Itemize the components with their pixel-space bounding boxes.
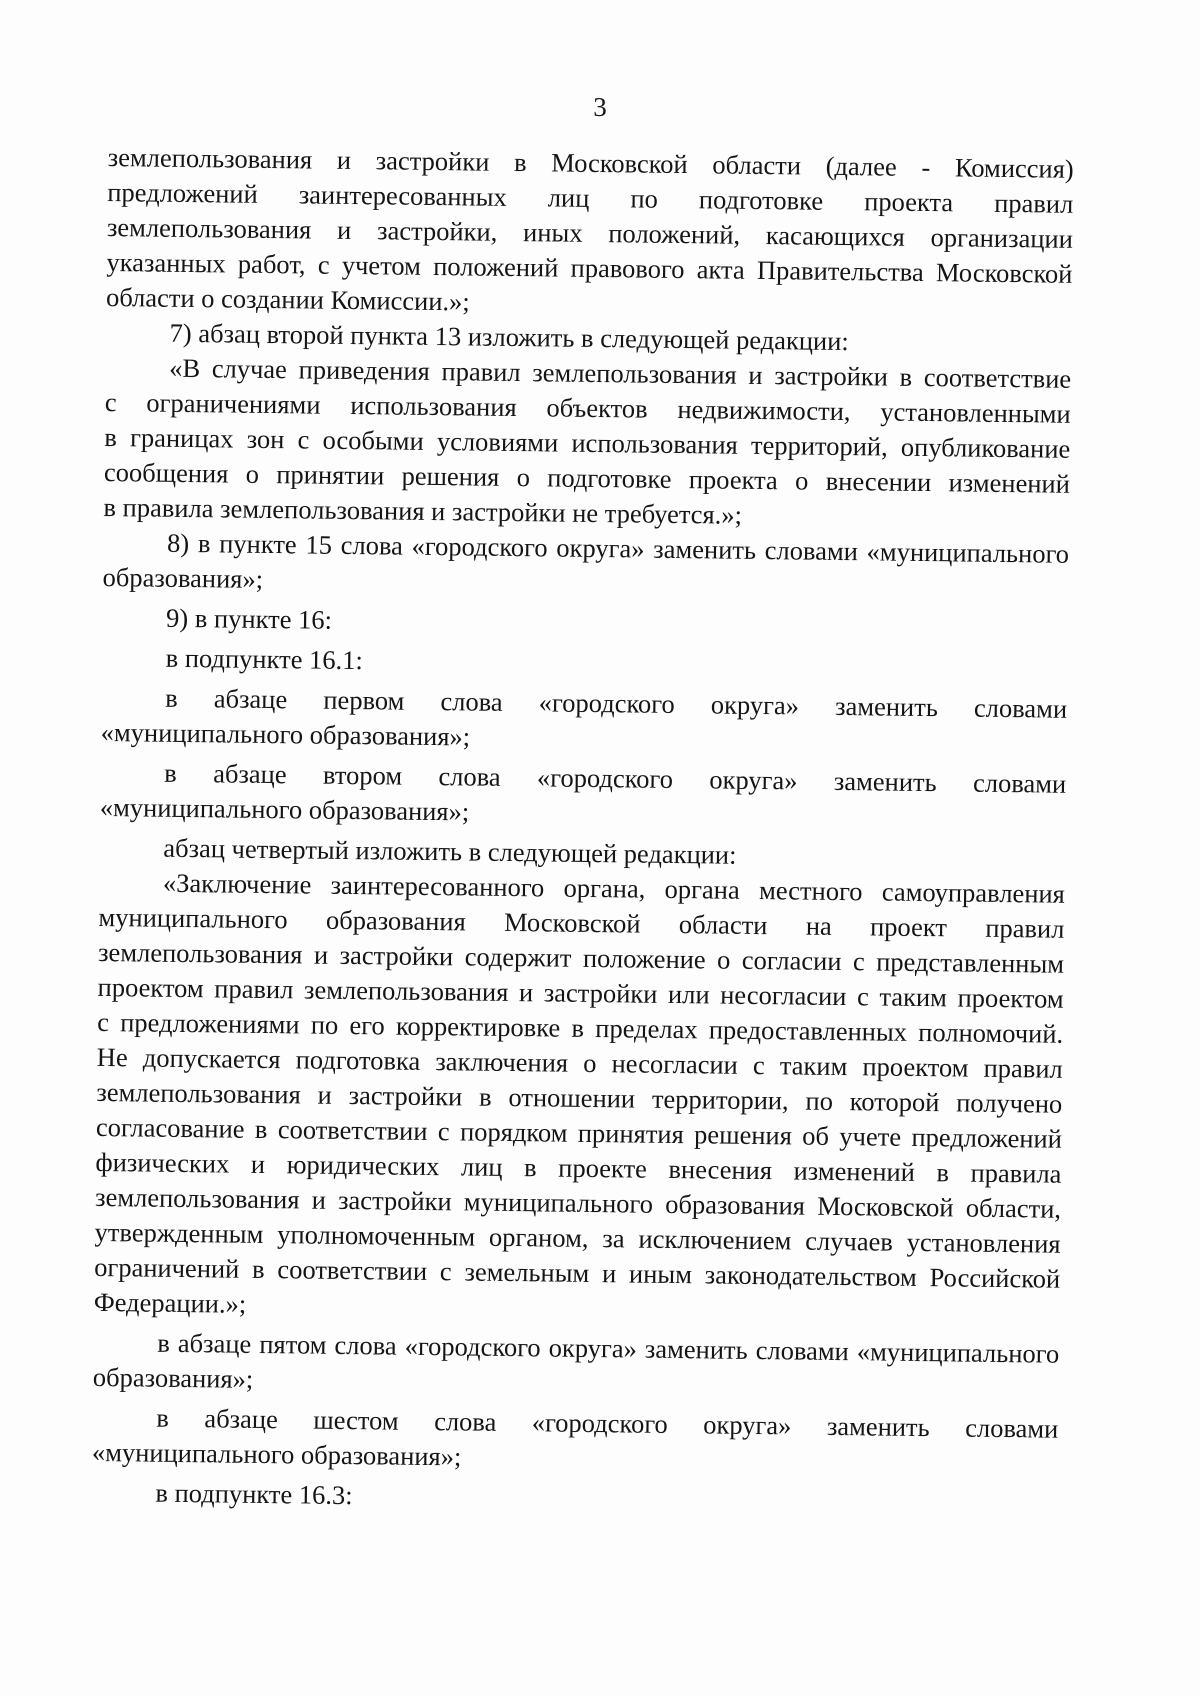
text-line: землепользования и застройки муниципального образования Московской области, <box>94 1181 1062 1224</box>
text-line: с ограничениями использования объектов недвижимости, установленными <box>104 386 1071 429</box>
text-line: с предложениями по его корректировке в пределах предоставленных полномочий. <box>97 1006 1064 1049</box>
text-line: сообщения о принятии решения о подготовке проекта о внесении изменений <box>103 456 1071 499</box>
text-line: согласование в соответствии с порядком принятия решения об учете предложений <box>95 1111 1063 1154</box>
text-line: в подпункте 16.1: <box>165 642 363 676</box>
text-line: землепользования и застройки содержит положение о согласии с представленным <box>97 936 1065 979</box>
page-number: 3 <box>593 92 607 122</box>
text-line: абзац четвертый изложить в следующей редакции: <box>163 832 737 870</box>
text-line: «муниципального образования»; <box>91 1436 462 1472</box>
text-line: землепользования и застройки, иных положений, касающихся организации <box>106 211 1074 254</box>
text-line: утвержденным уполномоченным органом, за исключением случаев установления <box>94 1216 1061 1259</box>
text-line: в абзаце втором слова «городского округа» заменить словами <box>164 757 1067 799</box>
text-line: «муниципального образования»; <box>99 791 470 827</box>
text-line: Федерации.»; <box>93 1286 247 1319</box>
text-line: ограничений в соответствии с земельным и иным законодательством Российской <box>94 1251 1061 1294</box>
text-line: образования»; <box>92 1361 254 1394</box>
text-line: «Заключение заинтересованного органа, органа местного самоуправления <box>162 867 1066 909</box>
text-line: образования»; <box>102 561 264 594</box>
text-line: в абзаце первом слова «городского округа» заменить словами <box>165 682 1068 724</box>
text-line: в абзаце шестом слова «городского округа» заменить словами <box>156 1402 1059 1444</box>
text-line: землепользования и застройки в отношении территории, по которой получено <box>96 1076 1063 1119</box>
text-line: «В случае приведения правил землепользования и застройки в соответствие <box>169 352 1072 394</box>
text-line: муниципального образования Московской области на проект правил <box>98 901 1065 944</box>
document-body <box>91 140 1074 1522</box>
text-line: в границах зон с особыми условиями использования территорий, опубликование <box>104 421 1071 464</box>
text-line: 9) в пункте 16: <box>165 602 333 635</box>
text-line: физических и юридических лиц в проекте внесения изменений в правила <box>95 1146 1062 1189</box>
text-line: в абзаце пятом слова «городского округа» заменить словами «муниципального <box>157 1327 1060 1369</box>
text-line: проектом правил землепользования и застройки или несогласии с таким проектом <box>97 971 1064 1014</box>
text-line: предложений заинтересованных лиц по подготовке проекта правил <box>107 176 1074 219</box>
text-line: в правила землепользования и застройки не требуется.»; <box>103 491 743 530</box>
text-line: Не допускается подготовка заключения о несогласии с таким проектом правил <box>96 1041 1063 1084</box>
text-line: 7) абзац второй пункта 13 изложить в следующей редакции: <box>169 317 849 357</box>
text-line: в подпункте 16.3: <box>155 1477 353 1511</box>
text-line: области о создании Комиссии.»; <box>105 281 470 317</box>
text-line: «муниципального образования»; <box>100 716 471 752</box>
text-line: землепользования и застройки в Московской области (далее - Комиссия) <box>107 141 1074 184</box>
text-line: указанных работ, с учетом положений правового акта Правительства Московской <box>106 246 1073 289</box>
text-line: 8) в пункте 15 слова «городского округа» заменить словами «муниципального <box>166 527 1070 569</box>
